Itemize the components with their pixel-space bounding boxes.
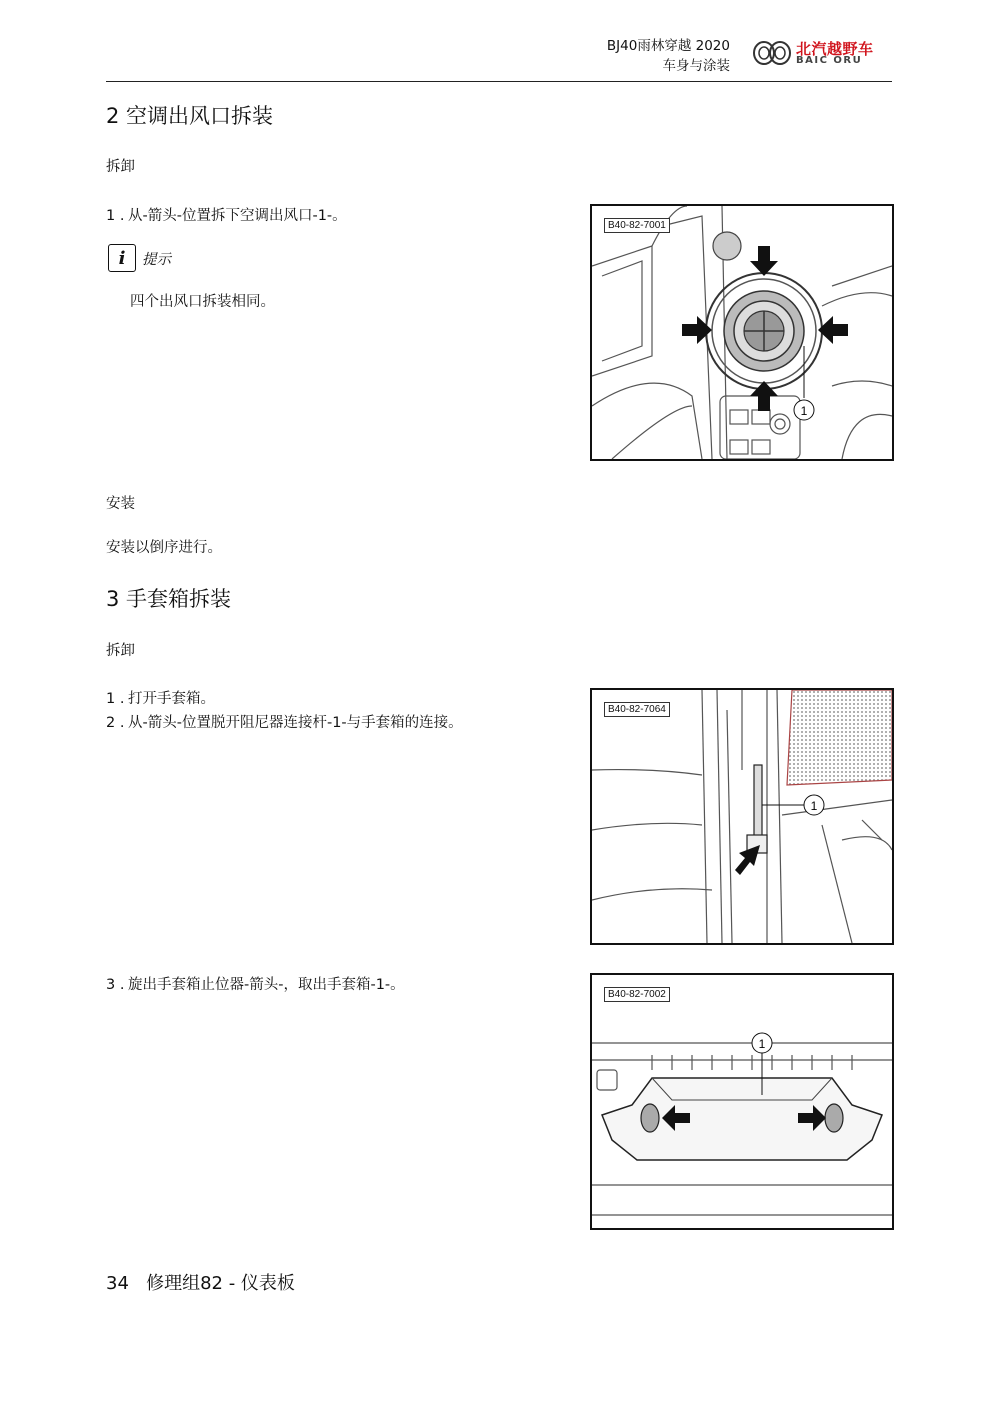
- step-number: 2 .: [106, 715, 125, 731]
- section3-title: 3 手套箱拆装: [106, 587, 232, 611]
- air-vent-illustration: [592, 206, 892, 459]
- info-icon: i: [108, 244, 136, 272]
- figure-glove-box: [590, 973, 894, 1230]
- step-text: 从-箭头-位置脱开阻尼器连接杆-1-与手套箱的连接。: [128, 715, 463, 731]
- arrow-up-icon: [750, 381, 778, 411]
- figure-id-label: B40-82-7064: [604, 702, 670, 717]
- glove-box-illustration: [592, 975, 892, 1228]
- arrow-down-icon: [750, 246, 778, 276]
- damper-rod-illustration: [592, 690, 892, 943]
- step-text: 打开手套箱。: [128, 691, 215, 707]
- section3-step2: [106, 711, 463, 732]
- step-number: 3 .: [106, 977, 125, 993]
- figure-id-label: B40-82-7002: [604, 987, 670, 1002]
- step-number: 1 .: [106, 691, 125, 707]
- section2-removal-heading: 拆卸: [106, 159, 135, 175]
- figure-id-label: B40-82-7001: [604, 218, 670, 233]
- section2-install-heading: 安装: [106, 496, 135, 512]
- header-section: 车身与涂装: [662, 58, 730, 74]
- brand-logo: [752, 38, 892, 68]
- section2-title: 2 空调出风口拆装: [106, 104, 274, 128]
- figure-air-vent: [590, 204, 894, 461]
- header-divider: [106, 81, 892, 82]
- step-text: 从-箭头-位置拆下空调出风口-1-。: [128, 208, 347, 224]
- section2-step1: [106, 204, 347, 225]
- brand-logo-icon: [752, 38, 792, 68]
- logo-text-en: BAIC ORU: [796, 55, 863, 66]
- note-label: 提示: [142, 252, 171, 268]
- fig3-callout: 1: [758, 1037, 766, 1051]
- step-number: 1 .: [106, 208, 125, 224]
- section3-step3: [106, 973, 405, 994]
- header-model: BJ40雨林穿越 2020: [606, 38, 730, 54]
- page-footer: 34 修理组82 - 仪表板: [106, 1273, 295, 1294]
- step-text: 旋出手套箱止位器-箭头-，取出手套箱-1-。: [128, 977, 405, 993]
- section3-step1: [106, 687, 215, 708]
- note-text: 四个出风口拆装相同。: [130, 294, 275, 310]
- section3-removal-heading: 拆卸: [106, 643, 135, 659]
- logo-text-cn: 北汽越野车: [796, 40, 874, 58]
- arrow-left-icon: [818, 316, 848, 344]
- section2-install-text: 安装以倒序进行。: [106, 540, 222, 556]
- fig2-callout: 1: [810, 799, 818, 813]
- fig1-callout: 1: [800, 404, 808, 418]
- figure-damper-rod: [590, 688, 894, 945]
